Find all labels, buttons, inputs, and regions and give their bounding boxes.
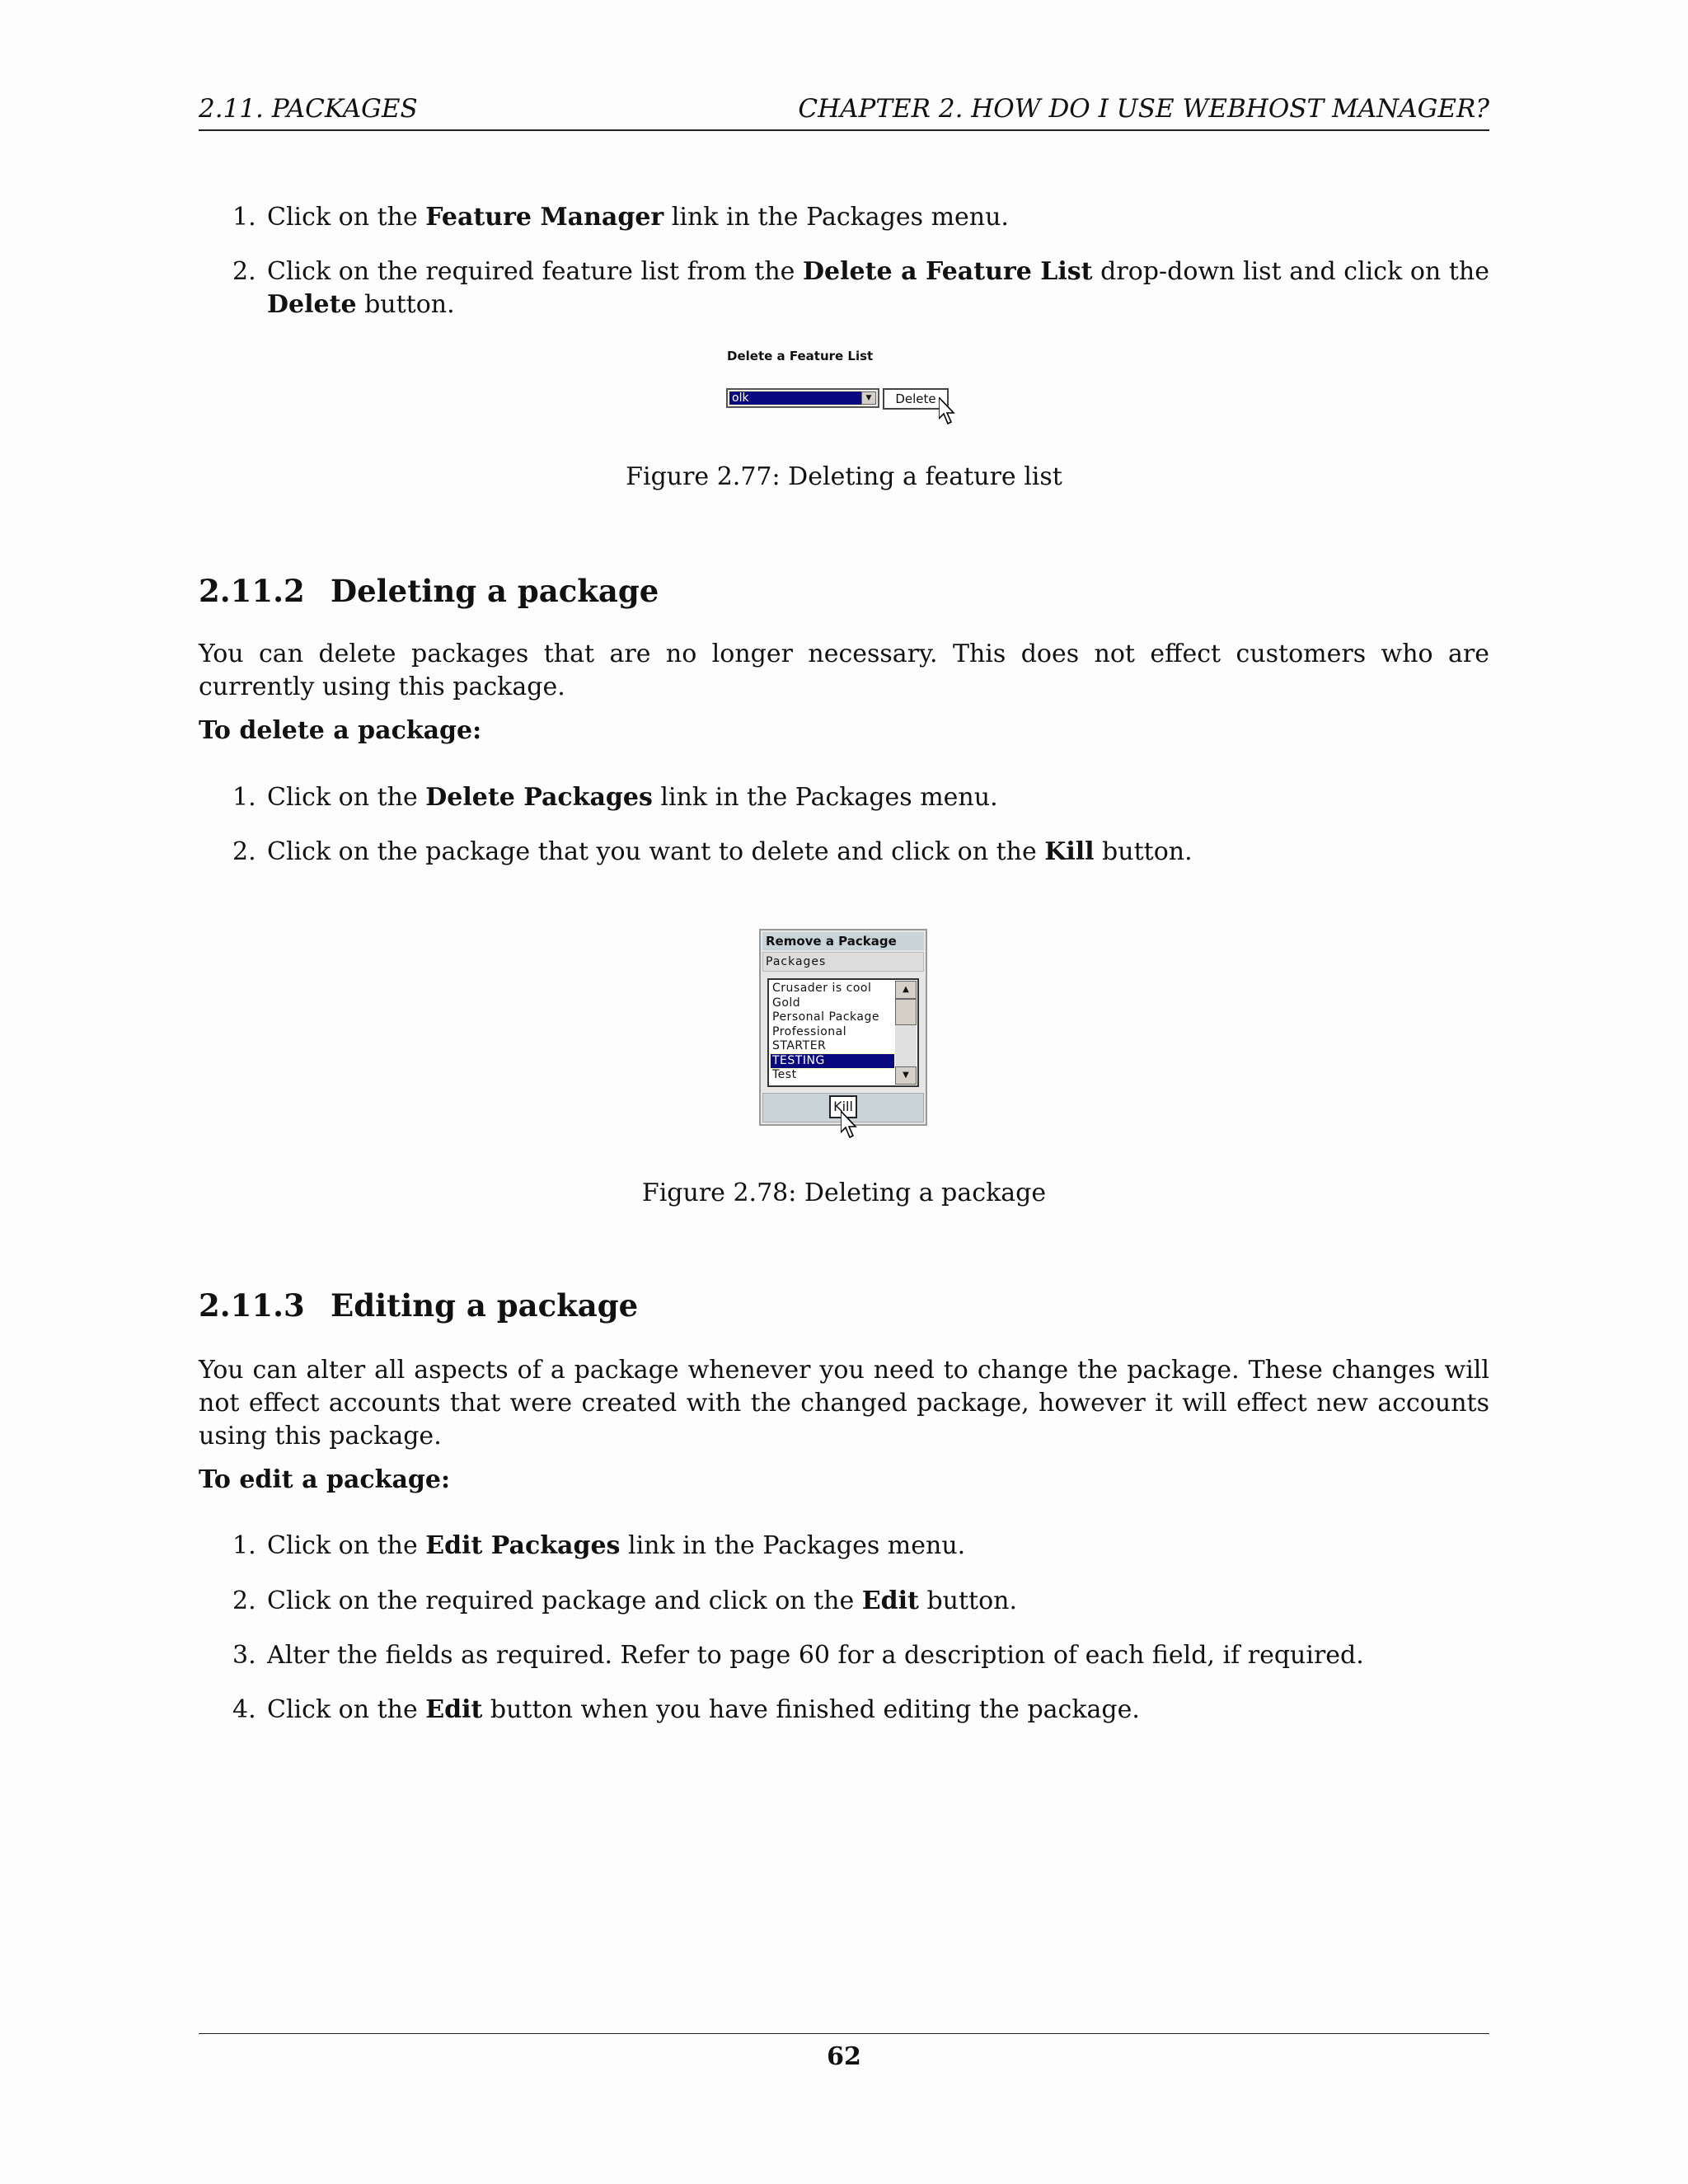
page-number: 62 (827, 2042, 861, 2071)
paragraph: You can delete packages that are no longer necessary. This does not effect customers who are currently using this package. (199, 640, 1489, 701)
feature-list-select[interactable] (726, 388, 879, 408)
scrollbar-thumb[interactable] (895, 999, 917, 1025)
section-heading: 2.11.2 Deleting a package (199, 573, 659, 609)
package-option[interactable]: Test (772, 1068, 797, 1081)
panel-title: Remove a Package (762, 932, 924, 950)
list-item: 1. Click on the Edit Packages link in the Packages menu. (232, 1531, 966, 1560)
scroll-down-icon[interactable]: ▼ (895, 1066, 917, 1085)
package-option[interactable]: Professional (772, 1024, 847, 1038)
subheading: To edit a package: (199, 1465, 451, 1494)
list-item: 1. Click on the Feature Manager link in the Packages menu. (232, 203, 1009, 232)
selected-feature-list: olk (729, 391, 862, 405)
scrollbar[interactable] (895, 981, 917, 1085)
package-option[interactable]: Gold (772, 996, 801, 1010)
header-rule (199, 129, 1489, 131)
list-item: 4. Click on the Edit button when you have finished editing the package. (232, 1695, 1140, 1724)
list-item: 3. Alter the fields as required. Refer to page 60 for a description of each field, if required. (232, 1641, 1364, 1670)
list-item: 2. Click on the package that you want to delete and click on the Kill button. (232, 837, 1193, 866)
feature-list-heading: Delete a Feature List (727, 349, 874, 363)
running-header-chapter: CHAPTER 2. HOW DO I USE WEBHOST MANAGER? (798, 94, 1489, 124)
figure-caption: Figure 2.77: Deleting a feature list (626, 462, 1062, 491)
packages-label: Packages (762, 952, 924, 972)
list-item: 2. Click on the required feature list from the Delete a Feature List drop-down list and click on the Delete button. (232, 257, 1489, 319)
scroll-up-icon[interactable]: ▲ (895, 981, 917, 999)
running-header-section: 2.11. PACKAGES (199, 94, 418, 124)
paragraph: You can alter all aspects of a package whenever you need to change the package. These changes will not effect accounts that were created with the changed package, however it will effect new accounts using this package. (199, 1356, 1489, 1451)
footer-rule (199, 2033, 1489, 2034)
subheading: To delete a package: (199, 716, 482, 745)
figure-caption: Figure 2.78: Deleting a package (641, 1179, 1047, 1207)
mouse-cursor-icon (939, 397, 957, 425)
package-option[interactable]: STARTER (772, 1039, 827, 1052)
packages-listbox[interactable] (767, 978, 919, 1087)
remove-package-panel (759, 929, 927, 1126)
kill-button[interactable]: Kill (829, 1095, 857, 1118)
section-heading: 2.11.3 Editing a package (199, 1287, 639, 1324)
list-item: 2. Click on the required package and click on the Edit button. (232, 1586, 1017, 1615)
package-option[interactable]: Crusader is cool (772, 982, 872, 995)
list-item: 1. Click on the Delete Packages link in the Packages menu. (232, 783, 998, 812)
delete-button[interactable]: Delete (883, 388, 949, 410)
chevron-down-icon[interactable]: ▼ (861, 391, 876, 405)
mouse-cursor-icon (841, 1111, 859, 1139)
package-option[interactable]: TESTING (771, 1054, 894, 1069)
package-option[interactable]: Personal Package (772, 1010, 879, 1024)
